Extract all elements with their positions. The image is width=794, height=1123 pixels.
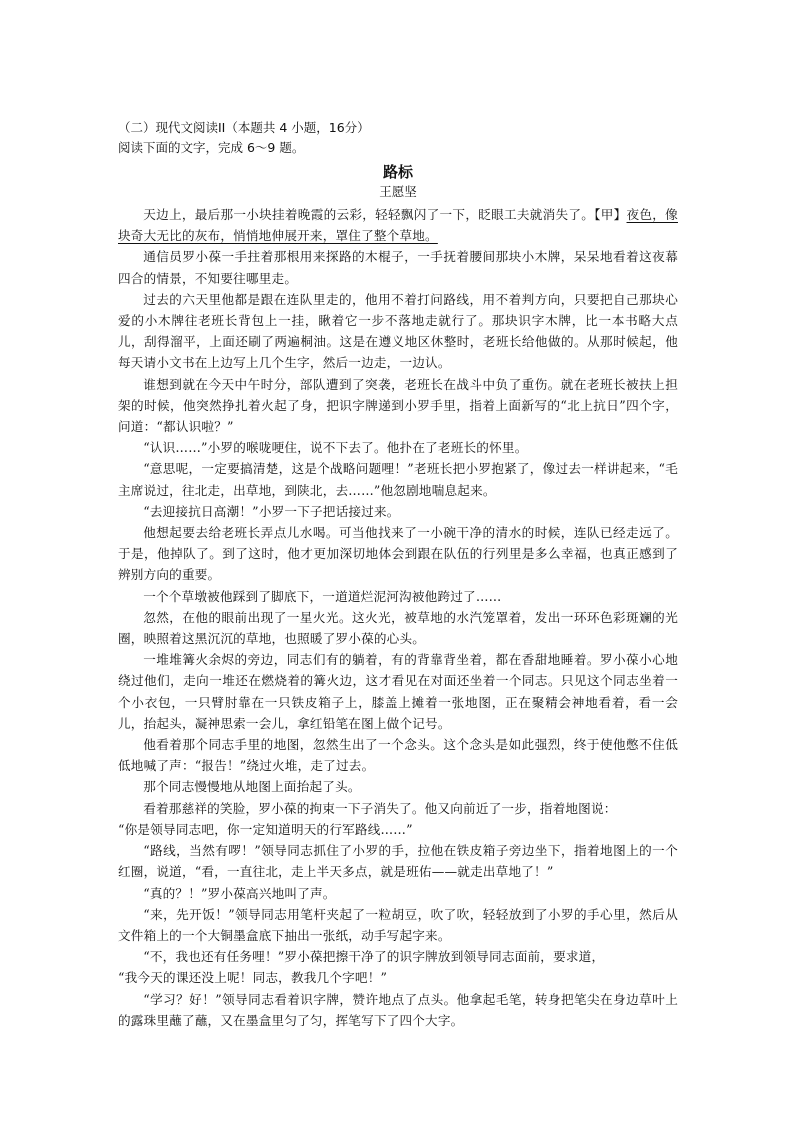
paragraph: 谁想到就在今天中午时分，部队遭到了突袭，老班长在战斗中负了重伤。就在老班长被扶上担架的时候，他突然挣扎着火起了身，把识字牌递到小罗手里，指着上面新写的“北上抗日”四个字，问道：“都认识啦？” (118, 376, 678, 435)
paragraph: 那个同志慢慢地从地图上面抬起了头。 (143, 779, 361, 795)
paragraph: 看着那慈祥的笑脸，罗小葆的拘束一下子消失了。他又向前近了一步，指着地图说： (143, 800, 617, 816)
paragraph: “路线，当然有啰！”领导同志抓住了小罗的手，拉他在铁皮箱子旁边坐下，指着地图上的一个红圈，说道，“看，一直往北，走上半天多点，就是班佑——就走出草地了！” (118, 843, 678, 880)
article-title: 路标 (382, 163, 413, 181)
paragraph: 忽然，在他的眼前出现了一星火光。这火光，被草地的水汽笼罩着，发出一环环色彩斑斓的光圈，映照着这黑沉沉的草地，也照暖了罗小葆的心头。 (118, 609, 678, 647)
reading-instruction: 阅读下面的文字，完成 6～9 题。 (118, 140, 305, 155)
underlined-sentence-jia: 夜色，像块奇大无比的灰布，悄悄地伸展开来，罩住了整个草地。 (118, 207, 678, 244)
final-paragraph: “学习？好！”领导同志看着识字牌，赞许地点了点头。他拿起毛笔，转身把笔尖在身边草叶上的露珠里蘸了蘸，又在墨盒里匀了匀，挥笔写下了四个大字。 (118, 991, 678, 1028)
paragraph: “来，先开饭！”领导同志用笔杆夹起了一粒胡豆，吹了吹，轻轻放到了小罗的手心里，然后从文件箱上的一个大铜墨盒底下抽出一张纸，动手写起字来。 (118, 906, 678, 943)
paragraph: 过去的六天里他都是跟在连队里走的，他用不着打问路线，用不着判方向，只要把自己那块心爱的小木牌往老班长背包上一挂，瞅着它一步不落地走就行了。那块识字木牌，比一本书略大点儿，刮得溜平，上面还刷了两遍桐油。这是在遵义地区休整时，老班长给他做的。从那时候起，他每天请小文书在上边写上几个生字，然后一边走，一边认。 (118, 291, 678, 371)
paragraph-1-text: 天边上，最后那一小块挂着晚霞的云彩，轻轻飘闪了一下，眨眼工夫就消失了。【甲】 (143, 207, 627, 222)
paragraph: “认识……”小罗的喉咙哽住，说不下去了。他扑在了老班长的怀里。 (143, 440, 528, 456)
paragraph: 他想起要去给老班长弄点儿水喝。可当他找来了一小碗干净的清水的时候，连队已经走远了。于是，他掉队了。到了这时，他才更加深切地体会到跟在队伍的行列里是多么幸福，也真正感到了辨别方向的重要。 (118, 525, 678, 583)
quote-line: “我今天的课还没上呢！同志，教我几个字吧！” (118, 970, 388, 986)
paragraph: 一堆堆篝火余烬的旁边，同志们有的躺着，有的背靠背坐着，都在香甜地睡着。罗小葆小心地绕过他们，走向一堆还在燃烧着的篝火边，这才看见在对面还坐着一个同志。只见这个同志坐着一个小衣包，一只臂肘靠在一只铁皮箱子上，膝盖上摊着一张地图，正在聚精会神地看着，看一会儿，抬起头，凝神思索一会儿，拿红铅笔在图上做个记号。 (118, 652, 678, 731)
paragraph: “不，我也还有任务哩！”罗小葆把擦干净了的识字牌放到领导同志面前，要求道， (143, 949, 605, 965)
paragraph: “真的？！”罗小葆高兴地叫了声。 (143, 885, 336, 901)
section-heading: （二）现代文阅读II（本题共 4 小题，16分） (118, 120, 370, 135)
paragraph: “意思呢，一定要搞清楚，这是个战略问题哩！”老班长把小罗抱紧了，像过去一样讲起来，“毛主席说过，往北走，出草地，到陕北，去……”他忽剧地喘息起来。 (118, 461, 678, 498)
paragraph-1 (118, 204, 678, 246)
paragraph: 他看着那个同志手里的地图，忽然生出了一个念头。这个念头是如此强烈，终于使他憋不住低低地喊了声：“报告！”绕过火堆，走了过去。 (118, 737, 678, 774)
quote-line: “你是领导同志吧，你一定知道明天的行军路线……” (118, 821, 413, 837)
article-author: 王愿坚 (379, 184, 417, 199)
document-page (118, 118, 678, 1031)
paragraph: 通信员罗小葆一手拄着那根用来探路的木棍子，一手抚着腰间那块小木牌，呆呆地看着这夜幕四合的情景，不知要往哪里走。 (118, 249, 678, 286)
paragraph: “去迎接抗日高潮！”小罗一下子把话接过来。 (143, 503, 400, 519)
paragraph: 一个个草墩被他踩到了脚底下，一道道烂泥河沟被他跨过了…… (143, 588, 502, 604)
